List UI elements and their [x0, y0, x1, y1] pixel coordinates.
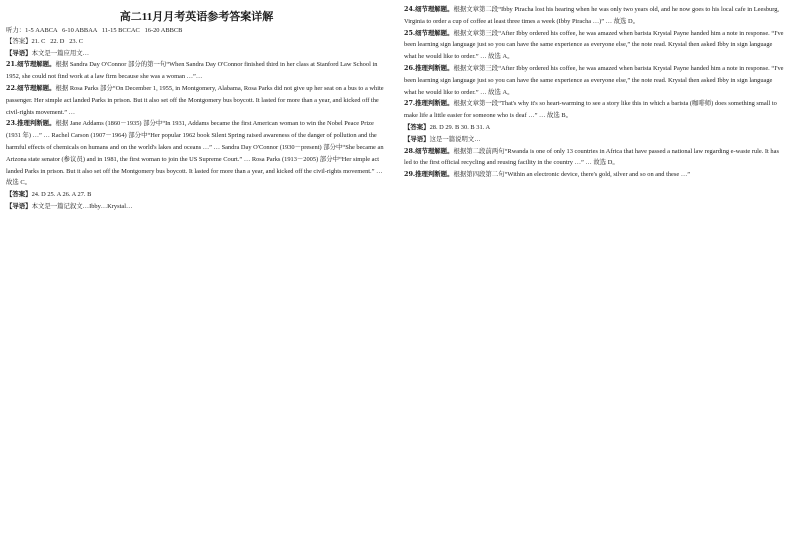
paragraph-text: 根据文章第一段“That's why it's so heart-warming to see a story like this in which a barista (咖啡师) does something small to make life a little easier for someone who is deaf …” … 故选 B。: [404, 100, 777, 120]
paragraph-text: 28. D 29. B 30. B 31. A: [429, 123, 491, 131]
paragraph-label: 【导语】: [6, 201, 32, 210]
question-heading: 21.细节理解题。: [6, 60, 56, 69]
question-heading: 22.细节理解题。: [6, 83, 56, 92]
question-heading: 29.推理判断题。: [404, 170, 454, 179]
paragraph-text: 根据 Rosa Parks 部分“On December 1, 1955, in Montgomery, Alabama, Rosa Parks did not give up her seat on a bus to a white passenger. Her simple act landed Parks in prison. But it also set off the Montgomery bus boycott. It lasted for more than a year, and kicked off the civil-rights movement.” …: [6, 84, 384, 116]
left-paragraph: [6, 83, 387, 118]
right-paragraph: [404, 134, 786, 146]
question-heading: 24.细节理解题。: [404, 5, 454, 13]
right-column: [404, 0, 786, 560]
left-paragraph: [6, 189, 387, 201]
right-paragraph: [404, 4, 786, 28]
page-title: 高二11月月考英语参考答案详解: [119, 11, 274, 23]
paragraph-label: 【答案】: [404, 122, 430, 131]
right-paragraph: [404, 169, 786, 181]
left-column: [6, 0, 387, 560]
question-heading: 25.细节理解题。: [404, 28, 454, 37]
left-paragraph: [6, 59, 387, 83]
right-paragraph: [404, 146, 786, 170]
question-heading: 28.细节理解题。: [404, 146, 454, 155]
right-paragraph: [404, 98, 786, 122]
listening-answers: 听力：1-5 AABCA 6-10 ABBAA 11-15 BCCAC 16-20 ABBCB: [6, 27, 183, 34]
paragraph-text: 根据文章第二段“Ibby Piracha lost his hearing when he was only two years old, and he now goes to his local cafe in Leesburg, Virginia to order a cup of coffee at least three times a week (Ibby Piracha …)” … 故选 D。: [404, 6, 780, 25]
right-paragraph: [404, 63, 786, 98]
answer-key-21-23: 【答案】21. C 22. D 23. C: [6, 37, 84, 45]
right-paragraph: [404, 28, 786, 63]
paragraph-label: 【导语】: [6, 48, 32, 57]
left-paragraph: [6, 118, 387, 189]
paragraph-text: 这是一篇说明文…: [429, 135, 481, 143]
question-heading: 23.推理判断题。: [6, 119, 56, 128]
paragraph-text: 根据文章第三段“After Ibby ordered his coffee, he was amazed when barista Krystal Payne handed him a note in response. “I've been learning sign language just so you can have the same experience as everyone else,” the note read. Krystal then asked Ibby in sign language what he would like to order.” … 故选 A。: [404, 29, 784, 61]
paragraph-text: 本文是一篇应用文…: [31, 49, 90, 57]
right-paragraph: [404, 122, 786, 134]
paragraph-text: 根据 Jane Addams (1860－1935) 部分中“In 1931, Addams became the first American woman to win the Nobel Peace Prize (1931 年) …” … Rachel Carson (1907－1964) 部分中“Her popular 1962 book Silent Spring raised awareness of the danger of pollution and the harmful effects of chemicals on humans and on the world's lakes and oceans …” … Sandra Day O'Connor (1930－present) 部分中“She became an Arizona state senator (参议员) and in 1981, the first woman to join the US Supreme Court.” … Rosa Parks (1913－2005) 部分中“Her simple act landed Parks in prison. But it also set off the Montgomery bus boycott. It lasted for more than a year, and kicked off the civil-rights movement.” … 故选 C。: [6, 120, 384, 187]
left-paragraph: [6, 48, 387, 60]
paragraph-text: 根据文章第三段“After Ibby ordered his coffee, he was amazed when barista Krystal Payne handed him a note in response. “I've been learning sign language just so you can have the same experience as everyone else,” the note read. Krystal then asked Ibby in sign language what he would like to order.” … 故选 A。: [404, 64, 784, 96]
left-paragraph: [6, 201, 387, 213]
question-heading: 27.推理判断题。: [404, 99, 454, 108]
paragraph-text: 本文是一篇记叙文…Ibby…Krystal…: [31, 202, 133, 210]
paragraph-text: 根据第四段第二句“Within an electronic device, there's gold, silver and so on and these …”: [453, 171, 691, 179]
paragraph-label: 【导语】: [404, 134, 430, 143]
question-heading: 26.推理判断题。: [404, 63, 454, 72]
paragraph-label: 【答案】: [6, 190, 32, 199]
paragraph-text: 24. D 25. A 26. A 27. B: [31, 191, 92, 199]
paragraph-text: 根据第二段前两句“Rwanda is one of only 13 countries in Africa that have passed a national law regarding e-waste rule. It has led to the first official recycling and reusing facility in the country …” … 故选 D。: [404, 147, 779, 167]
paragraph-text: 根据 Sandra Day O'Connor 部分的第一句“When Sandra Day O'Connor finished third in her class at Stanford Law School in 1952, she could not find work at a law firm because she was a woman …”…: [6, 61, 378, 81]
